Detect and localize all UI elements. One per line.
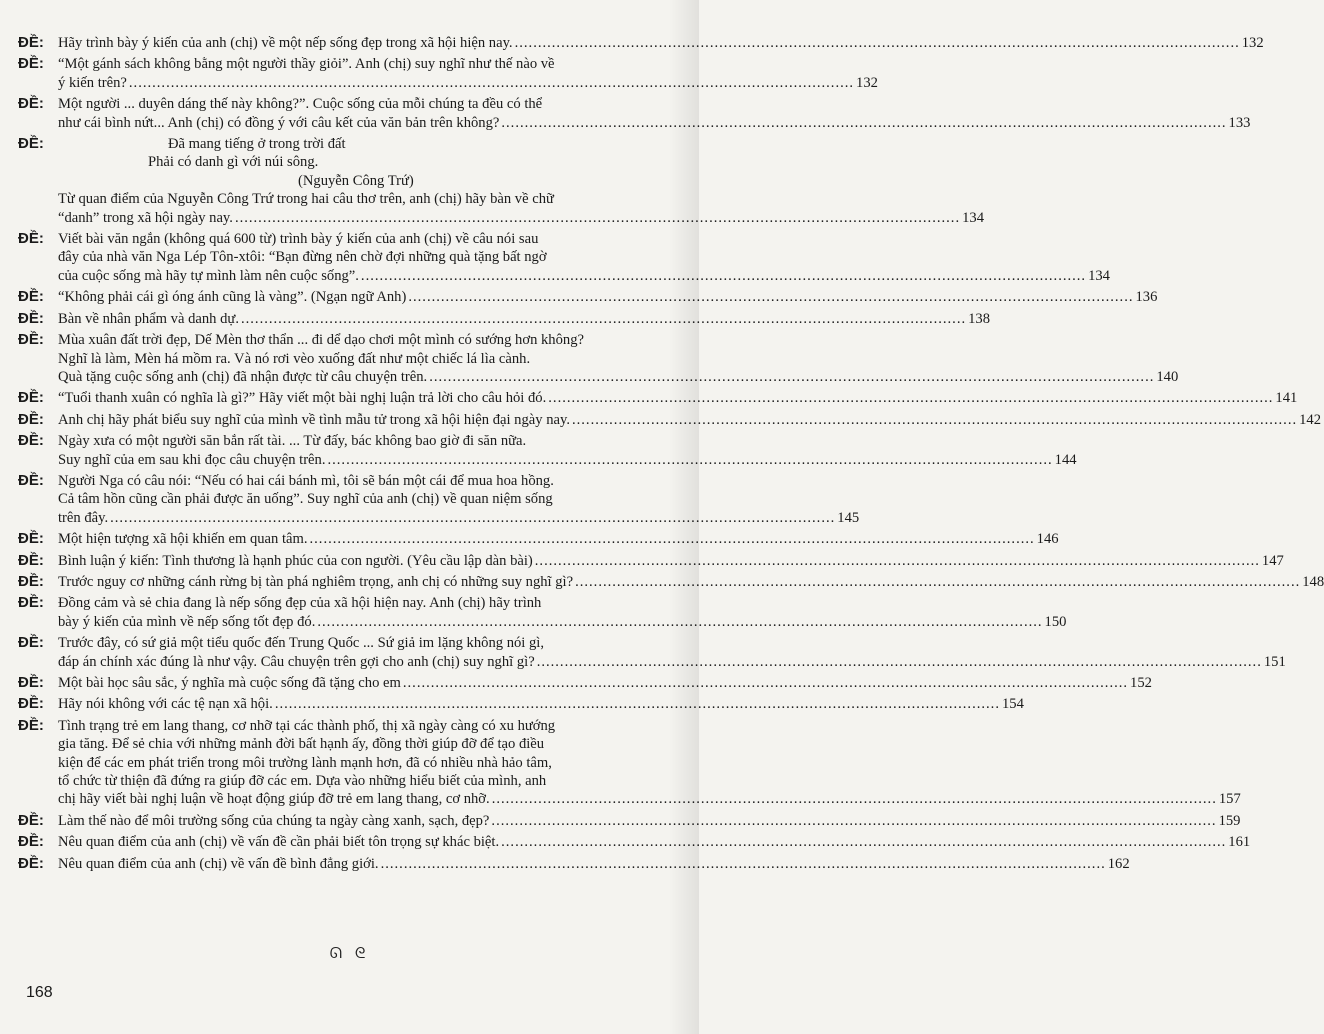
toc-entry[interactable] [18,34,1264,52]
entry-line [58,389,1298,407]
entry-line [58,153,668,171]
entry-line [58,833,1251,851]
entry-page-number: 133 [1228,114,1251,131]
entry-line [58,530,1059,548]
leader-dots [491,812,1216,830]
entry-page-number: 144 [1054,451,1077,468]
entry-page-number: 159 [1218,812,1241,829]
entry-text: đây của nhà văn Nga Lép Tôn-xtôi: “Bạn đừng nên chờ đợi những quà tặng bất ngờ [58,249,547,266]
entry-text: Một người ... duyên dáng thế này không?”. Cuộc sống của mỗi chúng ta đều có thể [58,96,543,113]
entry-text: trên đây. [58,509,109,526]
entry-label: ĐỀ: [18,594,44,612]
leader-dots [381,855,1106,873]
entry-line [58,653,1286,671]
entry-text: đáp án chính xác đúng là như vậy. Câu chuyện trên gợi cho anh (chị) suy nghĩ gì? [58,653,535,670]
entry-text: Bàn về nhân phẩm và danh dự. [58,310,239,327]
entry-page-number: 161 [1228,834,1251,851]
page-number: 168 [26,984,53,1001]
entry-text: “danh” trong xã hội ngày nay. [58,209,233,226]
entry-page-number: 148 [1302,573,1324,590]
entry-line [58,472,668,490]
entry-text: “Tuổi thanh xuân có nghĩa là gì?” Hãy viết một bài nghị luận trả lời cho câu hỏi đó. [58,390,547,407]
entry-label: ĐỀ: [18,811,44,829]
entry-label: ĐỀ: [18,551,44,569]
toc-entry[interactable] [18,432,1077,469]
toc-entry[interactable] [18,811,1241,830]
entry-label: ĐỀ: [18,530,44,548]
entry-page-number: 132 [856,74,878,91]
toc-entry[interactable] [18,695,1024,713]
leader-dots [501,114,1226,132]
entry-text: (Nguyễn Công Trứ) [298,172,414,189]
page-edge-shadow [669,0,699,1034]
toc-entry[interactable] [18,331,1179,386]
entry-text: Đã mang tiếng ở trong trời đất [168,136,346,153]
entry-page-number: 140 [1156,368,1179,385]
leader-dots [403,674,1128,692]
entry-text: Quà tặng cuộc sống anh (chị) đã nhận được từ câu chuyện trên. [58,368,428,385]
entry-text: Người Nga có câu nói: “Nếu có hai cái bánh mì, tôi sẽ bán một cái để mua hoa hồng. [58,472,554,489]
entry-text: Trước đây, có sứ giả một tiểu quốc đến Trung Quốc ... Sứ giả im lặng không nói gì, [58,635,544,652]
entry-text: Nêu quan điểm của anh (chị) về vấn đề bình đẳng giới. [58,855,379,872]
entry-text: tổ chức từ thiện đã đứng ra giúp đỡ các em. Dựa vào những hiểu biết của mình, anh [58,773,547,790]
entry-text: Cả tâm hồn cũng cần phải được ăn uống”. Suy nghĩ của anh (chị) về quan niệm sống [58,491,553,508]
entry-label: ĐỀ: [18,309,44,327]
entry-line [58,594,668,612]
leader-dots [241,310,966,328]
leader-dots [548,389,1273,407]
entry-text: ý kiến trên? [58,74,127,91]
entry-label: ĐỀ: [18,716,44,734]
entry-text: Ngày xưa có một người săn bắn rất tài. ... Từ đấy, bác không bao giờ đi săn nữa. [58,433,527,450]
entry-line [58,114,1251,132]
entry-text: Mùa xuân đất trời đẹp, Dế Mèn thơ thẩn ... đi dể dạo chơi một mình có sướng hơn không? [58,332,584,349]
toc-entry[interactable] [18,55,878,92]
toc-entry[interactable] [18,230,1110,285]
entry-text: bày ý kiến của mình về nếp sống tốt đẹp đó. [58,613,316,630]
entry-line [58,509,860,527]
entry-page-number: 142 [1299,411,1322,428]
entry-text: Hãy trình bày ý kiến của anh (chị) về một nếp sống đẹp trong xã hội hiện nay. [58,35,513,51]
entry-line [58,190,668,208]
toc-entry[interactable] [18,674,1152,692]
entry-text: Một hiện tượng xã hội khiến em quan tâm. [58,531,308,548]
entry-text: Một bài học sâu sắc, ý nghĩa mà cuộc sống đã tặng cho em [58,675,401,691]
entry-page-number: 138 [968,310,991,327]
entry-label: ĐỀ: [18,634,44,652]
entry-text: Từ quan điểm của Nguyễn Công Trứ trong hai câu thơ trên, anh (chị) hãy bàn về chữ [58,191,554,208]
entry-label: ĐỀ: [18,471,44,489]
entry-line [58,735,668,753]
entry-line [58,790,1241,808]
entry-line [58,411,1322,429]
entry-page-number: 132 [1241,35,1264,51]
toc-entry[interactable] [18,572,1324,591]
leader-dots [110,509,835,527]
entry-label: ĐỀ: [18,34,44,51]
entry-text: Trước nguy cơ những cánh rừng bị tàn phá nghiêm trọng, anh chị có những suy nghĩ gì? [58,573,574,590]
leader-dots [515,34,1240,52]
entry-label: ĐỀ: [18,95,44,113]
entry-label: ĐỀ: [18,572,44,590]
entry-label: ĐỀ: [18,674,44,691]
entry-text: chị hãy viết bài nghị luận về hoạt động giúp đỡ trẻ em lang thang, cơ nhỡ. [58,791,490,808]
leader-dots [535,552,1260,570]
entry-label: ĐỀ: [18,135,44,153]
toc-entry[interactable] [18,634,1286,671]
entry-page-number: 136 [1135,289,1158,306]
entry-text: Bình luận ý kiến: Tình thương là hạnh phúc của con người. (Yêu cầu lập dàn bài) [58,552,533,569]
toc-entry[interactable] [18,309,991,328]
entry-text: Suy nghĩ của em sau khi đọc câu chuyện trên. [58,451,326,468]
entry-text: Phải có danh gì với núi sông. [148,154,319,171]
entry-line [58,812,1241,830]
entry-label: ĐỀ: [18,389,44,407]
toc-entry[interactable] [18,471,860,527]
entry-line [58,310,991,328]
entry-label: ĐỀ: [18,410,44,428]
entry-line [58,490,668,508]
entry-line [58,267,1110,285]
toc-entry[interactable] [18,594,1067,631]
leader-dots [235,209,960,227]
entry-line [58,855,1130,873]
entry-page-number: 147 [1261,552,1284,569]
toc-entry[interactable] [18,389,1298,407]
toc-entry[interactable] [18,716,1241,809]
toc-entry[interactable] [18,95,1251,132]
entry-line [58,772,668,790]
entry-label: ĐỀ: [18,432,44,450]
leader-dots [408,288,1133,306]
entry-label: ĐỀ: [18,854,44,872]
entry-text: “Một gánh sách không bằng một người thầy giỏi”. Anh (chị) suy nghĩ như thế nào về [58,56,555,73]
entry-line [58,74,878,92]
entry-line [58,135,668,153]
entry-page-number: 150 [1044,613,1067,630]
entry-line [58,634,668,652]
entry-line [58,350,668,368]
entry-text: Anh chị hãy phát biểu suy nghĩ của mình về tình mẫu tử trong xã hội hiện đại ngày nay. [58,411,570,428]
toc-entry[interactable] [18,551,1284,570]
leader-dots [129,74,854,92]
entry-line [58,55,668,73]
entry-page-number: 162 [1107,855,1130,872]
entry-line [58,368,1179,386]
entry-line [58,331,668,349]
entry-text: của cuộc sống mà hãy tự mình làm nên cuộc sống”. [58,267,359,284]
entry-page-number: 157 [1218,791,1241,808]
table-of-contents [18,34,1324,876]
entry-label: ĐỀ: [18,230,44,248]
entry-page-number: 141 [1275,390,1298,407]
entry-label: ĐỀ: [18,833,44,851]
entry-line [58,288,1158,306]
entry-line [58,34,1264,52]
entry-page-number: 134 [1088,267,1110,284]
toc-entry[interactable] [18,833,1251,851]
entry-text: “Không phải cái gì óng ánh cũng là vàng”. (Ngạn ngữ Anh) [58,289,407,306]
entry-line [58,573,1324,591]
entry-line [58,230,668,248]
entry-page-number: 152 [1130,675,1152,691]
entry-label: ĐỀ: [18,288,44,306]
entry-text: Nêu quan điểm của anh (chị) về vấn đề cần phải biết tôn trọng sự khác biệt. [58,834,500,851]
entry-line [58,209,984,227]
leader-dots [275,695,1000,713]
entry-line [58,754,668,772]
leader-dots [537,653,1262,671]
leader-dots [361,267,1086,285]
entry-text: Hãy nói không với các tệ nạn xã hội. [58,696,273,713]
entry-text: Đồng cảm và sẻ chia đang là nếp sống đẹp của xã hội hiện nay. Anh (chị) hãy trình [58,595,542,612]
entry-label: ĐỀ: [18,55,44,73]
entry-label: ĐỀ: [18,695,44,713]
entry-text: Làm thế nào để môi trường sống của chúng ta ngày càng xanh, sạch, đẹp? [58,812,490,829]
toc-entry[interactable] [18,530,1059,548]
entry-line [58,432,668,450]
entry-line [58,695,1024,713]
entry-page-number: 134 [962,209,984,226]
entry-line [58,552,1284,570]
entry-label: ĐỀ: [18,331,44,349]
entry-line [58,613,1067,631]
entry-page-number: 145 [837,509,860,526]
entry-line [58,248,668,266]
entry-text: gia tăng. Để sẻ chia với những mảnh đời bất hạnh ấy, đồng thời giúp đỡ để tạo điều [58,736,545,753]
entry-line [58,172,668,190]
entry-text: Viết bài văn ngắn (không quá 600 từ) trình bày ý kiến của anh (chị) về câu nói sau [58,231,539,248]
entry-page-number: 151 [1263,653,1286,670]
toc-entry[interactable] [18,135,984,227]
entry-line [58,95,668,113]
leader-dots [501,833,1226,851]
leader-dots [429,368,1154,386]
entry-line [58,717,668,735]
entry-text: như cái bình nứt... Anh (chị) có đồng ý với câu kết của văn bản trên không? [58,114,500,131]
entry-text: kiện để các em phát triển trong môi trường lành mạnh hơn, đã có nhiều nhà hảo tâm, [58,754,552,771]
toc-entry[interactable] [18,410,1322,429]
toc-entry[interactable] [18,288,1158,306]
entry-page-number: 146 [1036,531,1059,548]
entry-text: Tình trạng trẻ em lang thang, cơ nhỡ tại các thành phố, thị xã ngày càng có xu hướng [58,717,556,734]
toc-entry[interactable] [18,854,1130,873]
entry-line [58,674,1152,692]
entry-line [58,451,1077,469]
entry-page-number: 154 [1001,696,1024,713]
leader-dots [492,790,1217,808]
entry-text: Nghĩ là làm, Mèn há mồm ra. Và nó rơi vèo xuống đất như một chiếc lá lìa cành. [58,350,531,367]
section-ornament: ᘏ ᘓ [329,944,370,962]
